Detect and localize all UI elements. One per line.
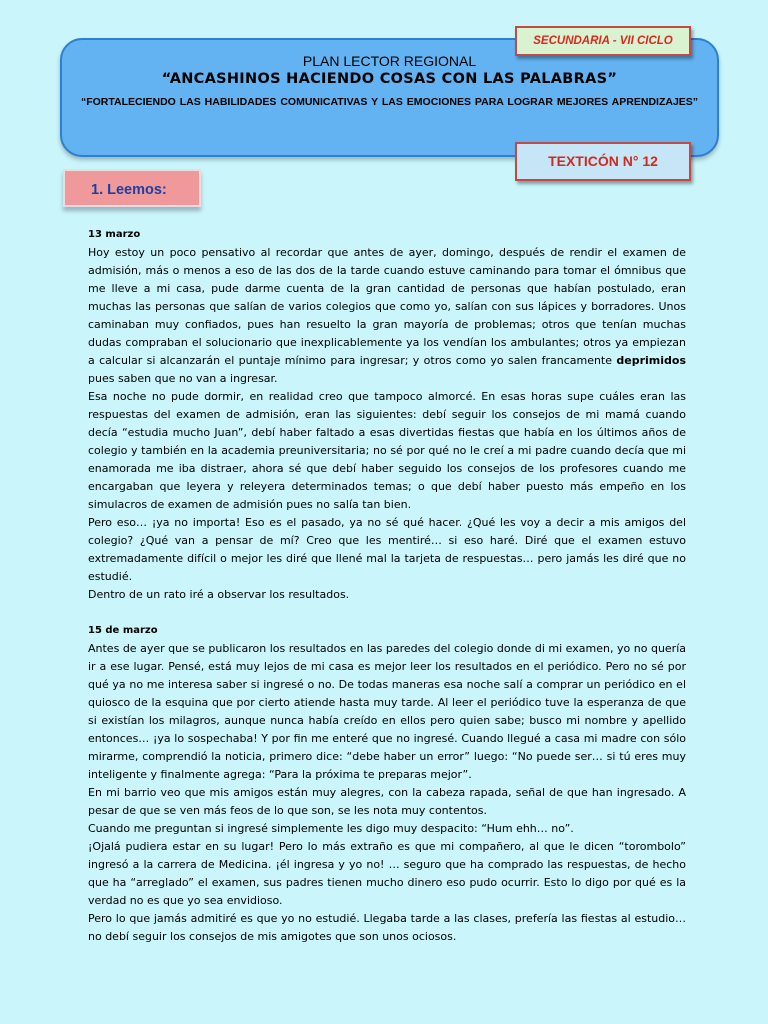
paragraph: Pero lo que jamás admitiré es que yo no estudié. Llegaba tarde a las clases, prefería las fiestas al estudio… no debí seguir los consejos de mis amigotes que son unos ociosos. (88, 912, 686, 943)
main-title: “ANCASHINOS HACIENDO COSAS CON LAS PALABRAS” (161, 71, 618, 87)
paragraph-text: Hoy estoy un poco pensativo al recordar que antes de ayer, domingo, después de rendir el examen de admisión, más o menos a eso de las dos de la tarde cuando estuve caminando para tomar el ómnibus que me lleve a mi casa, pude darme cuenta de la gran cantidad de personas que habían postulado, eran muchas las personas que salían de varios colegios que como yo, salían con sus lápices y borradores. Unos caminaban muy confiados, pues han resuelto la gran mayoría de problemas; otros que tenían muchas dudas compraban el solucionario que inexplicablemente ya los vendían los ambulantes; otros ya empiezan a calcular si alcanzarán el puntaje mínimo para ingresar; y otros como yo salen francamente (88, 246, 686, 367)
subtitle: “FORTALECIENDO LAS HABILIDADES COMUNICATIVAS Y LAS EMOCIONES PARA LOGRAR MEJORES APRENDIZAJES” (80, 96, 699, 108)
paragraph: ¡Ojalá pudiera estar en su lugar! Pero lo más extraño es que mi compañero, al que le dicen “torombolo” ingresó a la carrera de Medicina. ¡él ingresa y yo no! … seguro que ha comprado las respuestas, de hecho que ha “arreglado” el examen, sus padres tienen mucho dinero eso pudo ocurrir. Esto lo digo por qué es la verdad no es que yo sea envidioso. (88, 840, 686, 907)
paragraph: Pero eso… ¡ya no importa! Eso es el pasado, ya no sé qué hacer. ¿Qué les voy a decir a mis amigos del colegio? ¿Qué van a pensar de mí? Creo que les mentiré… si eso haré. Diré que el examen estuvo extremadamente difícil o mejor les diré que llené mal la tarjeta de respuestas… pero jamás les diré que no estudié. (88, 516, 686, 583)
paragraph: En mi barrio veo que mis amigos están muy alegres, con la cabeza rapada, señal de que han ingresado. A pesar de que se ven más feos de lo que son, se les nota muy contentos. (88, 786, 686, 817)
paragraph: Cuando me preguntan si ingresé simplemente les digo muy despacito: “Hum ehh… no”. (88, 822, 574, 835)
entry-date: 15 de marzo (88, 625, 158, 636)
paragraph-text: pues saben que no van a ingresar. (88, 372, 278, 385)
plan-title: PLAN LECTOR REGIONAL (302, 53, 477, 69)
section-heading: 1. Leemos: (63, 169, 201, 207)
bold-word: deprimidos (616, 354, 686, 367)
textcon-badge: TEXTICÓN N° 12 (515, 142, 691, 181)
paragraph: Esa noche no pude dormir, en realidad creo que tampoco almorcé. En esas horas supe cuáles eran las respuestas del examen de admisión, eran las siguientes: debí seguir los consejos de mi mamá cuando decía “estudia mucho Juan”, debí haber faltado a esas divertidas fiestas que había en los últimos años de colegio y también en la academia preuniversitaria; no sé por qué no le creí a mi padre cuando decía que mi enamorada me iba distraer, ahora sé que debí haber seguido los consejos de los profesores cuando me encargaban que leyera y releyera determinados temas; o que debí haber puesto más empeño en los simulacros de examen de admisión pues no salía tan bien. (88, 390, 686, 511)
entry-date: 13 marzo (88, 229, 141, 240)
level-badge: SECUNDARIA - VII CICLO (515, 26, 691, 56)
paragraph (88, 244, 686, 388)
paragraph: Dentro de un rato iré a observar los resultados. (88, 588, 350, 601)
paragraph: Antes de ayer que se publicaron los resultados en las paredes del colegio donde di mi examen, yo no quería ir a ese lugar. Pensé, está muy lejos de mi casa es mejor leer los resultados en el periódico. Pero no sé por qué ya no me interesa saber si ingresé o no. De todas maneras esa noche salí a comprar un periódico en el quiosco de la esquina que por cierto atiende hasta muy tarde. Al leer el periódico tuve la esperanza de que si existían los milagros, aunque nunca había creído en ellos pero quien sabe; busco mi nombre y apellido entonces… ¡ya lo sospechaba! Y por fin me enteré que no ingresé. Cuando llegué a casa mi madre con sólo mirarme, comprendió la noticia, primero dice: “debe haber un error” luego: “No puede ser… si tú eres muy inteligente y finalmente agrega: “Para la próxima te preparas mejor”. (88, 642, 686, 781)
reading-text (88, 226, 686, 946)
